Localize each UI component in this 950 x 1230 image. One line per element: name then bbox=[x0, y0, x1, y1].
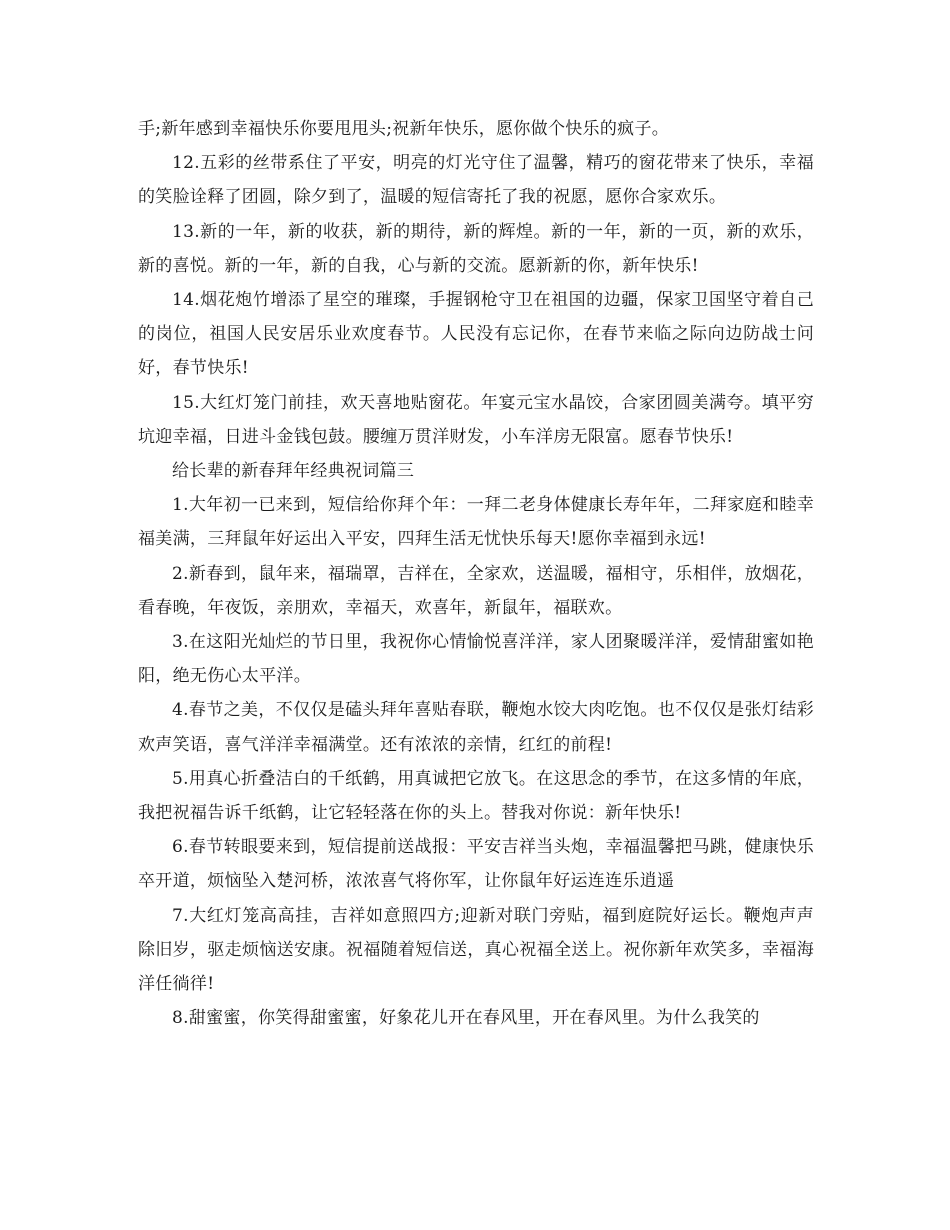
paragraph: 4.春节之美，不仅仅是磕头拜年喜贴春联，鞭炮水饺大肉吃饱。也不仅仅是张灯结彩欢声笑语，喜气洋洋幸福满堂。还有浓浓的亲情，红红的前程! bbox=[138, 700, 814, 755]
paragraph: 5.用真心折叠洁白的千纸鹤，用真诚把它放飞。在这思念的季节，在这多情的年底，我把祝福告诉千纸鹤，让它轻轻落在你的头上。替我对你说：新年快乐! bbox=[138, 768, 814, 824]
paragraph: 2.新春到，鼠年来，福瑞罩，吉祥在，全家欢，送温暖，福相守，乐相伴，放烟花，看春晚，年夜饭，亲朋欢，幸福天，欢喜年，新鼠年，福联欢。 bbox=[138, 563, 814, 618]
section-heading: 给长辈的新春拜年经典祝词篇三 bbox=[172, 461, 415, 482]
paragraph: 15.大红灯笼门前挂，欢天喜地贴窗花。年宴元宝水晶饺，合家团圆美满夸。填平穷坑迎幸福，日进斗金钱包鼓。腰缠万贯洋财发，小车洋房无限富。愿春节快乐! bbox=[138, 392, 814, 447]
paragraph: 6.春节转眼要来到，短信提前送战报：平安吉祥当头炮，幸福温馨把马跳，健康快乐卒开道，烦恼坠入楚河桥，浓浓喜气将你军，让你鼠年好运连连乐逍遥 bbox=[138, 837, 814, 892]
paragraph: 7.大红灯笼高高挂，吉祥如意照四方;迎新对联门旁贴，福到庭院好运长。鞭炮声声除旧岁，驱走烦恼送安康。祝福随着短信送，真心祝福全送上。祝你新年欢笑多，幸福海洋任徜徉! bbox=[138, 905, 814, 995]
paragraph: 8.甜蜜蜜，你笑得甜蜜蜜，好象花儿开在春风里，开在春风里。为什么我笑的 bbox=[172, 1008, 760, 1029]
paragraph: 1.大年初一已来到，短信给你拜个年：一拜二老身体健康长寿年年，二拜家庭和睦幸福美满，三拜鼠年好运出入平安，四拜生活无忧快乐每天!愿你幸福到永远! bbox=[138, 495, 814, 550]
paragraph: 13.新的一年，新的收获，新的期待，新的辉煌。新的一年，新的一页，新的欢乐，新的喜悦。新的一年，新的自我，心与新的交流。愿新新的你，新年快乐! bbox=[138, 221, 814, 276]
paragraph: 3.在这阳光灿烂的节日里，我祝你心情愉悦喜洋洋，家人团聚暖洋洋，爱情甜蜜如艳阳，绝无伤心太平洋。 bbox=[138, 632, 814, 687]
document-body bbox=[138, 112, 814, 1035]
paragraph: 手;新年感到幸福快乐你要甩甩头;祝新年快乐，愿你做个快乐的疯子。 bbox=[138, 119, 670, 139]
paragraph: 12.五彩的丝带系住了平安，明亮的灯光守住了温馨，精巧的窗花带来了快乐，幸福的笑脸诠释了团圆，除夕到了，温暖的短信寄托了我的祝愿，愿你合家欢乐。 bbox=[138, 153, 814, 208]
paragraph: 14.烟花炮竹增添了星空的璀璨，手握钢枪守卫在祖国的边疆，保家卫国坚守着自己的岗位，祖国人民安居乐业欢度春节。人民没有忘记你，在春节来临之际向边防战士问好，春节快乐! bbox=[138, 290, 814, 379]
